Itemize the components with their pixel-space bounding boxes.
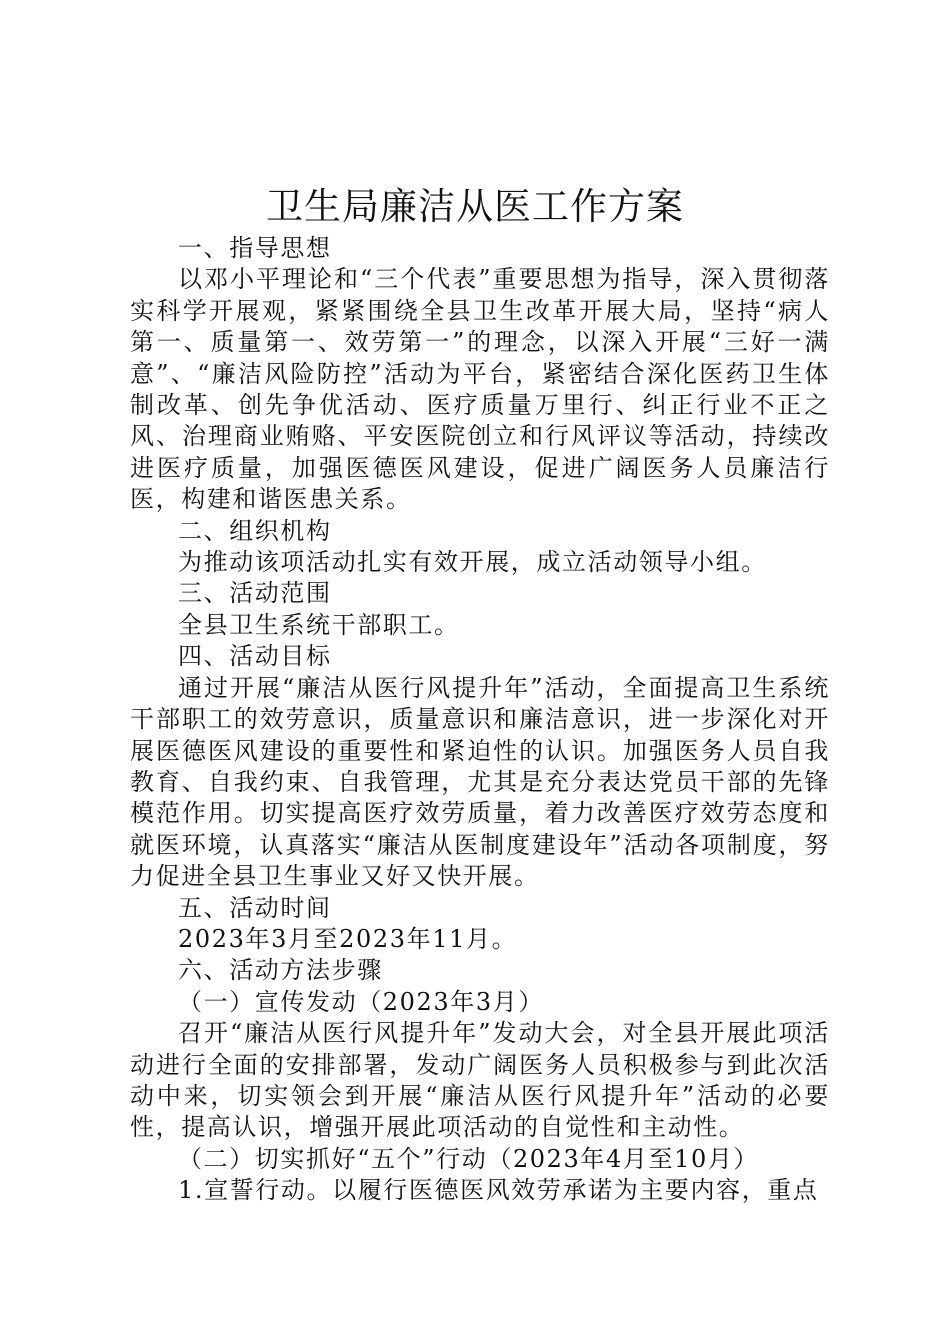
- section-heading-timeline: 五、活动时间: [178, 893, 332, 922]
- paragraph-guiding-ideology: 以邓小平理论和“三个代表”重要思想为指导，深入贯彻落实科学开展观，紧紧围绕全县卫生改革开展大局，坚持“病人第一、质量第一、效劳第一”的理念，以深入开展“三好一满意”、“廉洁风险防控”活动为平台，紧密结合深化医药卫生体制改革、创先争优活动、医疗质量万里行、纠正行业不正之风、治理商业贿赂、平安医院创立和行风评议等活动，持续改进医疗质量，加强医德医风建设，促进广阔医务人员廉洁行医，构建和谐医患关系。: [130, 265, 830, 514]
- paragraph-publicity: 召开“廉洁从医行风提升年”发动大会，对全县开展此项活动进行全面的安排部署，发动广阔医务人员积极参与到此次活动中来，切实领会到开展“廉洁从医行风提升年”活动的必要性，提高认识，增强开展此项活动的自觉性和主动性。: [130, 1019, 830, 1142]
- section-heading-guiding-ideology: 一、指导思想: [178, 234, 332, 262]
- document-title: 卫生局廉洁从医工作方案: [266, 185, 684, 228]
- section-heading-goals: 四、活动目标: [178, 642, 332, 671]
- paragraph-oath-action: 1.宣誓行动。以履行医德医风效劳承诺为主要内容，重点: [178, 1176, 819, 1205]
- section-heading-scope: 三、活动范围: [178, 579, 332, 608]
- paragraph-timeline: 2023年3月至2023年11月。: [178, 924, 518, 953]
- paragraph-scope: 全县卫生系统干部职工。: [178, 610, 460, 639]
- subheading-publicity: （一）宣传发动（2023年3月）: [178, 987, 544, 1016]
- section-heading-methods: 六、活动方法步骤: [178, 956, 383, 985]
- subheading-five-actions: （二）切实抓好“五个”行动（2023年4月至10月）: [178, 1144, 760, 1173]
- paragraph-organization: 为推动该项活动扎实有效开展，成立活动领导小组。: [178, 548, 767, 577]
- section-heading-organization: 二、组织机构: [178, 516, 332, 545]
- document-body: [130, 233, 830, 1207]
- paragraph-goals: 通过开展“廉洁从医行风提升年”活动，全面提高卫生系统干部职工的效劳意识，质量意识和廉洁意识，进一步深化对开展医德医风建设的重要性和紧迫性的认识。加强医务人员自我教育、自我约束、自我管理，尤其是充分表达党员干部的先锋模范作用。切实提高医疗效劳质量，着力改善医疗效劳态度和就医环境，认真落实“廉洁从医制度建设年”活动各项制度，努力促进全县卫生事业又好又快开展。: [130, 673, 830, 891]
